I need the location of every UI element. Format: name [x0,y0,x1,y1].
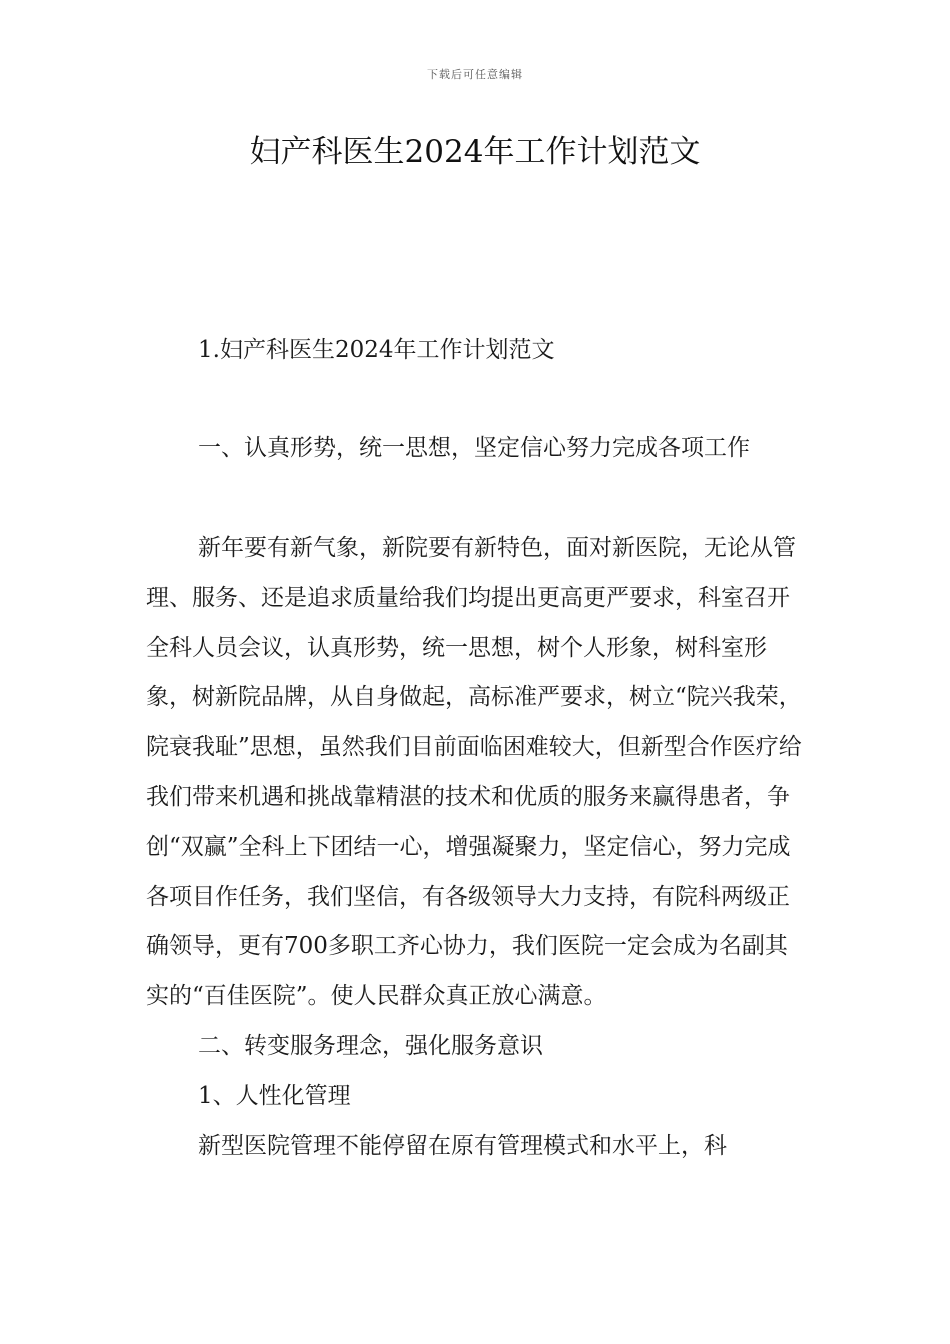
body-content [146,524,808,1171]
section-2-heading: 二、转变服务理念，强化服务意识 [198,1032,543,1059]
section-1-heading: 一、认真形势，统一思想，坚定信心努力完成各项工作 [198,435,750,461]
document-subtitle: 1.妇产科医生2024年工作计划范文 [198,337,555,363]
paragraph-1: 新年要有新气象，新院要有新特色，面对新医院，无论从管理、服务、还是追求质量给我们均提出更高更严要求，科室召开全科人员会议，认真形势，统一思想，树个人形象，树科室形象，树新院品牌，从自身做起，高标准严要求，树立“院兴我荣，院衰我耻”思想，虽然我们目前面临困难较大，但新型合作医疗给我们带来机遇和挑战靠精湛的技术和优质的服务来赢得患者，争创“双赢”全科上下团结一心，增强凝聚力，坚定信心，努力完成各项目作任务，我们坚信，有各级领导大力支持，有院科两级正确领导，更有700多职工齐心协力，我们医院一定会成为名副其实的“百佳医院”。使人民群众真正放心满意。 [146,535,802,1010]
item-1-heading: 1、人性化管理 [198,1082,351,1109]
download-note: 下载后可任意编辑 [427,68,523,81]
document-title: 妇产科医生2024年工作计划范文 [249,134,701,170]
paragraph-2: 新型医院管理不能停留在原有管理模式和水平上，科 [198,1132,727,1159]
